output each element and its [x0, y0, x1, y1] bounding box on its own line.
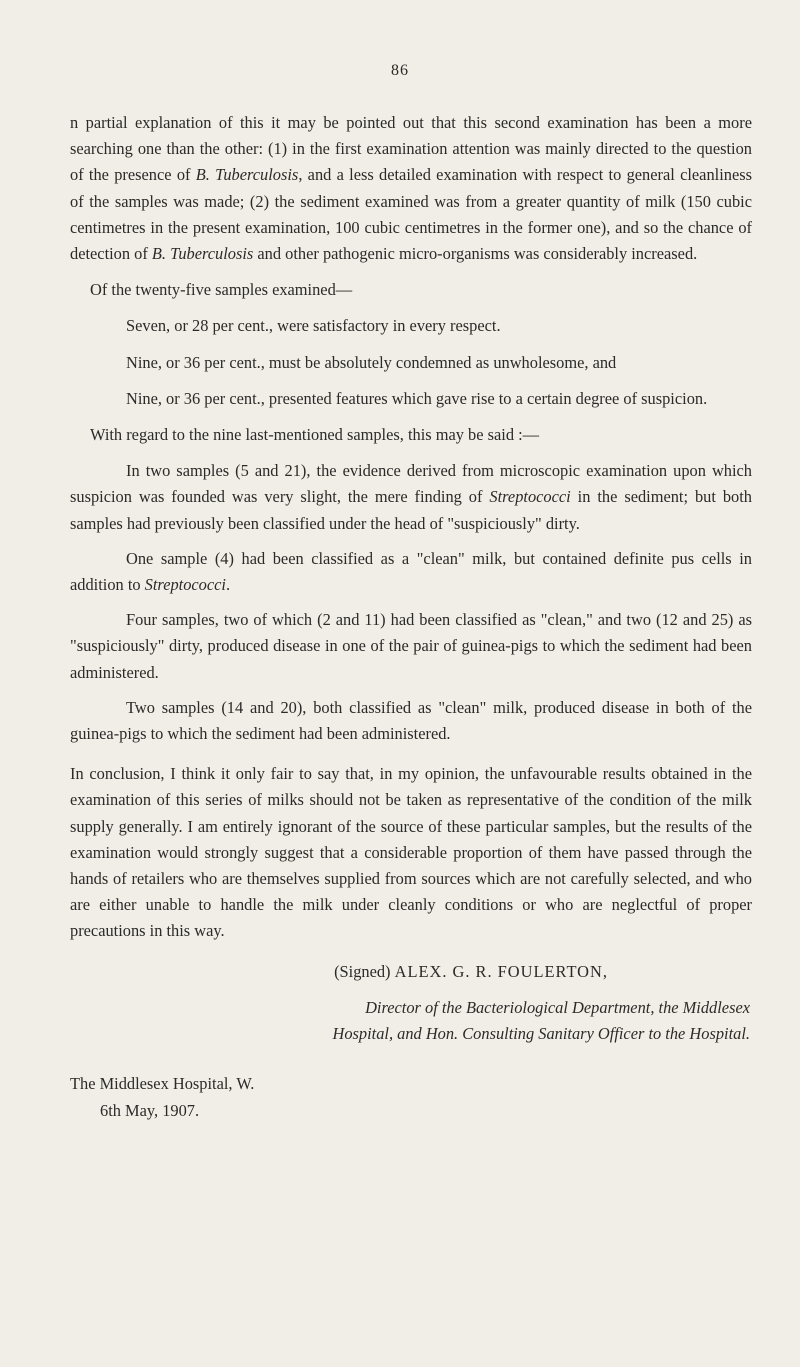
intro-italic-1: B. Tuberculosis [195, 165, 299, 185]
intro-italic-2: B. Tuberculosis [151, 244, 254, 264]
detail-paragraph-3: Four samples, two of which (2 and 11) had been classified as "clean," and two (12 and 25) as "suspiciously" dirty, produced disease in one of the pair of guinea-pigs to which the sediment had been administered. [70, 610, 752, 682]
address-date: 6th May, 1907. [100, 1100, 200, 1120]
result-item: Nine, or 36 per cent., must be absolutely condemned as unwholesome, and [126, 352, 617, 372]
conclusion-paragraph: In conclusion, I think it only fair to say that, in my opinion, the unfavourable results obtained in the examination of this series of milks should not be taken as representative of the condition of the milk supply generally. I am entirely ignorant of the source of these particular samples, but the results of the examination would strongly suggest that a considerable proportion of them have passed through the hands of retailers who are themselves supplied from sources which are not carefully selected, and who are either unable to handle the milk under cleanly conditions or who are neglectful of proper precautions in this way. [70, 764, 752, 941]
intro-text-2: , and a less detailed examination with respect to general cleanliness of the samples was made; (2) the sediment examined was from a greater quantity of milk (150 cubic centimetres in the present examination, 100 cubic centimetres in the former one), and so the chance of detection of [70, 165, 752, 264]
signed-line [70, 959, 752, 985]
signatory-name: ALEX. G. R. FOULERTON, [394, 961, 608, 981]
address-line: The Middlesex Hospital, W. [70, 1074, 255, 1094]
detail-paragraph-2 [70, 546, 752, 598]
detail-1-italic: Streptococci [489, 487, 571, 507]
detail-2-italic: Streptococci [144, 575, 226, 595]
signatory-title-line-1: Director of the Bacteriological Department, the Middlesex [365, 997, 750, 1017]
intro-paragraph [70, 110, 752, 267]
body-text [70, 110, 752, 1124]
signature-block [70, 959, 752, 1048]
detail-paragraph-4: Two samples (14 and 20), both classified as "clean" milk, produced disease in both of the guinea-pigs to which the sediment had been administered. [70, 697, 752, 744]
intro-text-3: and other pathogenic micro-organisms was considerably increased. [253, 244, 698, 264]
detail-2-text-b: . [226, 575, 231, 595]
detail-2-text-a: One sample (4) had been classified as a "clean" milk, but contained definite pus cells in addition to [70, 548, 752, 595]
page-number: 86 [391, 62, 409, 79]
intro-text-1: n partial explanation of this it may be pointed out that this second examination has been a more searching one than the other: (1) in the first examination attention was mainly directed to the question of the presence of [70, 113, 752, 185]
detail-1-text-b: in the sediment; but both samples had previously been classified under the head of "suspiciously" dirty. [70, 487, 752, 533]
signed-label: (Signed) [334, 961, 391, 981]
detail-paragraph-1 [70, 458, 752, 537]
result-item: Seven, or 28 per cent., were satisfactory in every respect. [126, 316, 501, 336]
samples-lead: Of the twenty-five samples examined— [90, 280, 353, 300]
address-block [70, 1071, 752, 1123]
nine-samples-lead: With regard to the nine last-mentioned samples, this may be said :— [90, 425, 540, 445]
detail-1-text-a: In two samples (5 and 21), the evidence derived from microscopic examination upon which suspicion was founded was very slight, the mere finding of [70, 461, 752, 507]
signatory-title-line-2: Hospital, and Hon. Consulting Sanitary Officer to the Hospital. [332, 1024, 750, 1044]
result-item: Nine, or 36 per cent., presented features which gave rise to a certain degree of suspicion. [126, 388, 708, 408]
